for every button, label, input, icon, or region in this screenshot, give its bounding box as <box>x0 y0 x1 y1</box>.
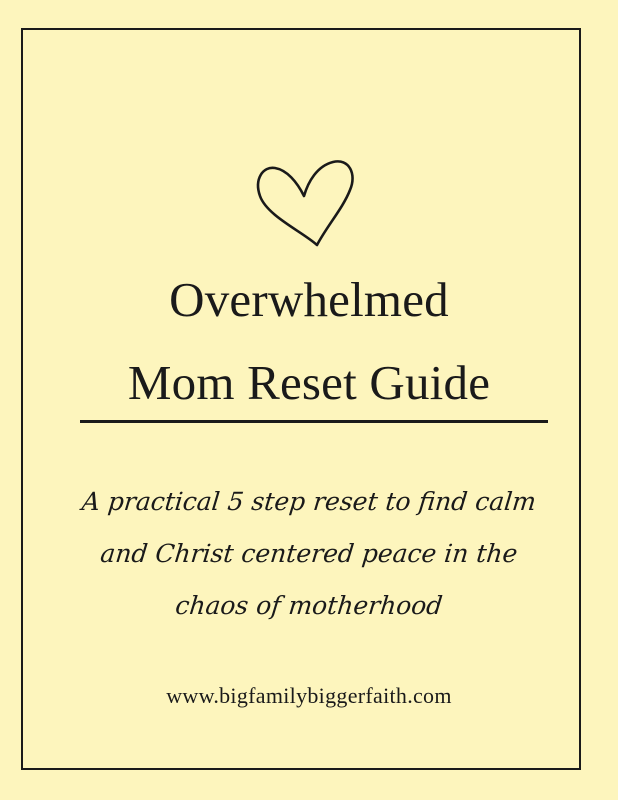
title-underline-divider <box>80 420 548 423</box>
title-line-2: Mom Reset Guide <box>127 355 491 410</box>
website-url: www.bigfamilybiggerfaith.com <box>166 683 452 708</box>
subtitle-line-3: chaos of motherhood <box>173 591 444 620</box>
subtitle-line-1: A practical 5 step reset to find calm <box>80 487 538 516</box>
subtitle-line-2: and Christ centered peace in the <box>99 539 519 568</box>
heart-outline-icon <box>253 158 357 250</box>
title-line-1: Overwhelmed <box>169 272 449 327</box>
